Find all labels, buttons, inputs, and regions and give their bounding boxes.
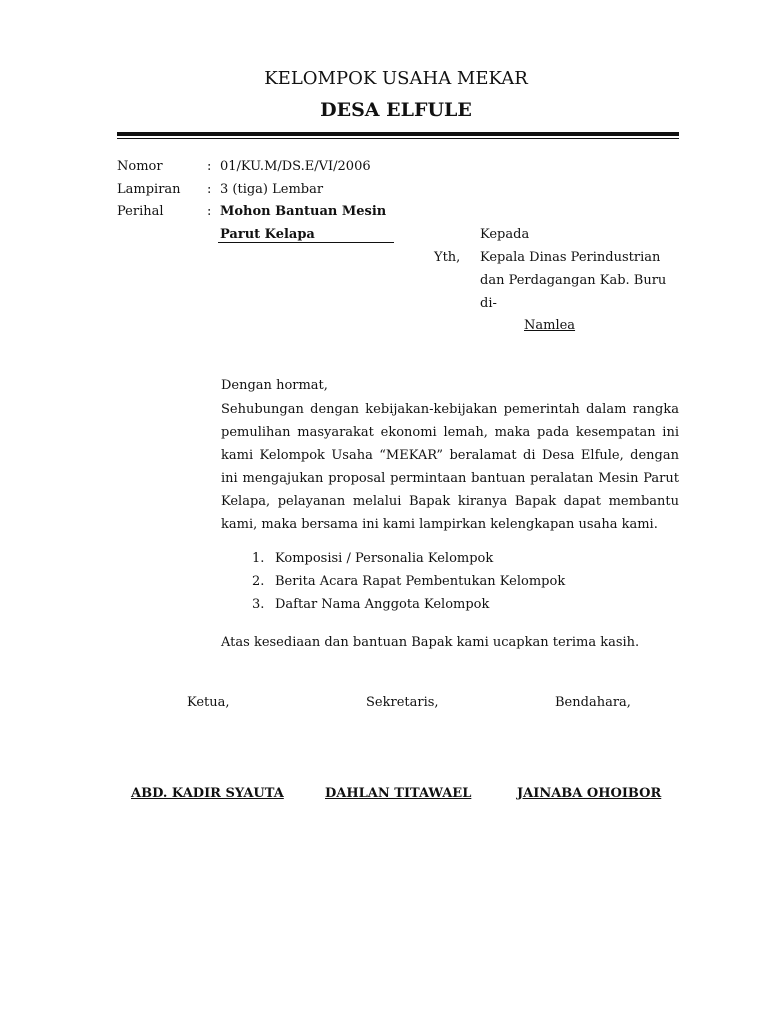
header-rule-thin xyxy=(117,138,679,139)
attachment-list xyxy=(221,547,679,616)
sekretaris-title: Sekretaris, xyxy=(366,695,439,710)
nomor-label: Nomor xyxy=(117,159,163,174)
recipient-line1: Kepala Dinas Perindustrian xyxy=(480,250,661,265)
nomor-value: 01/KU.M/DS.E/VI/2006 xyxy=(220,159,371,174)
perihal-value-line1: Mohon Bantuan Mesin xyxy=(220,204,387,219)
lampiran-colon: : xyxy=(207,182,212,197)
lampiran-label: Lampiran xyxy=(117,182,181,197)
header-rule-thick xyxy=(117,132,679,136)
list-item-number: 3. xyxy=(252,597,265,612)
list-item-number: 1. xyxy=(252,551,265,566)
organization-name: KELOMPOK USAHA MEKAR xyxy=(264,68,528,89)
ketua-title: Ketua, xyxy=(187,695,230,710)
recipient-kepada: Kepada xyxy=(480,227,530,242)
list-item xyxy=(221,547,679,570)
body-paragraph-container xyxy=(221,398,679,536)
list-item-number: 2. xyxy=(252,574,265,589)
closing-text: Atas kesediaan dan bantuan Bapak kami ucapkan terima kasih. xyxy=(221,635,640,650)
recipient-city: Namlea xyxy=(524,318,576,333)
village-name: DESA ELFULE xyxy=(320,99,472,121)
ketua-name: ABD. KADIR SYAUTA xyxy=(131,786,284,801)
list-item xyxy=(221,593,679,616)
list-item-text: Komposisi / Personalia Kelompok xyxy=(275,551,494,566)
list-item xyxy=(221,570,679,593)
bendahara-name: JAINABA OHOIBOR xyxy=(517,786,662,801)
recipient-yth: Yth, xyxy=(434,250,461,265)
list-item-text: Daftar Nama Anggota Kelompok xyxy=(275,597,490,612)
nomor-colon: : xyxy=(207,159,212,174)
bendahara-title: Bendahara, xyxy=(555,695,631,710)
perihal-underline xyxy=(218,242,394,243)
greeting: Dengan hormat, xyxy=(221,378,328,393)
perihal-colon: : xyxy=(207,204,212,219)
lampiran-value: 3 (tiga) Lembar xyxy=(220,182,324,197)
perihal-value-line2: Parut Kelapa xyxy=(220,227,315,242)
list-item-text: Berita Acara Rapat Pembentukan Kelompok xyxy=(275,574,566,589)
sekretaris-name: DAHLAN TITAWAEL xyxy=(325,786,472,801)
recipient-line3: di- xyxy=(480,296,497,311)
body-paragraph: Sehubungan dengan kebijakan-kebijakan pemerintah dalam rangka pemulihan masyarakat ekonomi lemah, maka pada kesempatan ini kami Kelompok Usaha “MEKAR” beralamat di Desa Elfule, dengan ini mengajukan proposal permintaan bantuan peralatan Mesin Parut Kelapa, pelayanan melalui Bapak kiranya Bapak dapat membantu kami, maka bersama ini kami lampirkan kelengkapan usaha kami. xyxy=(221,402,679,532)
perihal-label: Perihal xyxy=(117,204,164,219)
recipient-line2: dan Perdagangan Kab. Buru xyxy=(480,273,667,288)
